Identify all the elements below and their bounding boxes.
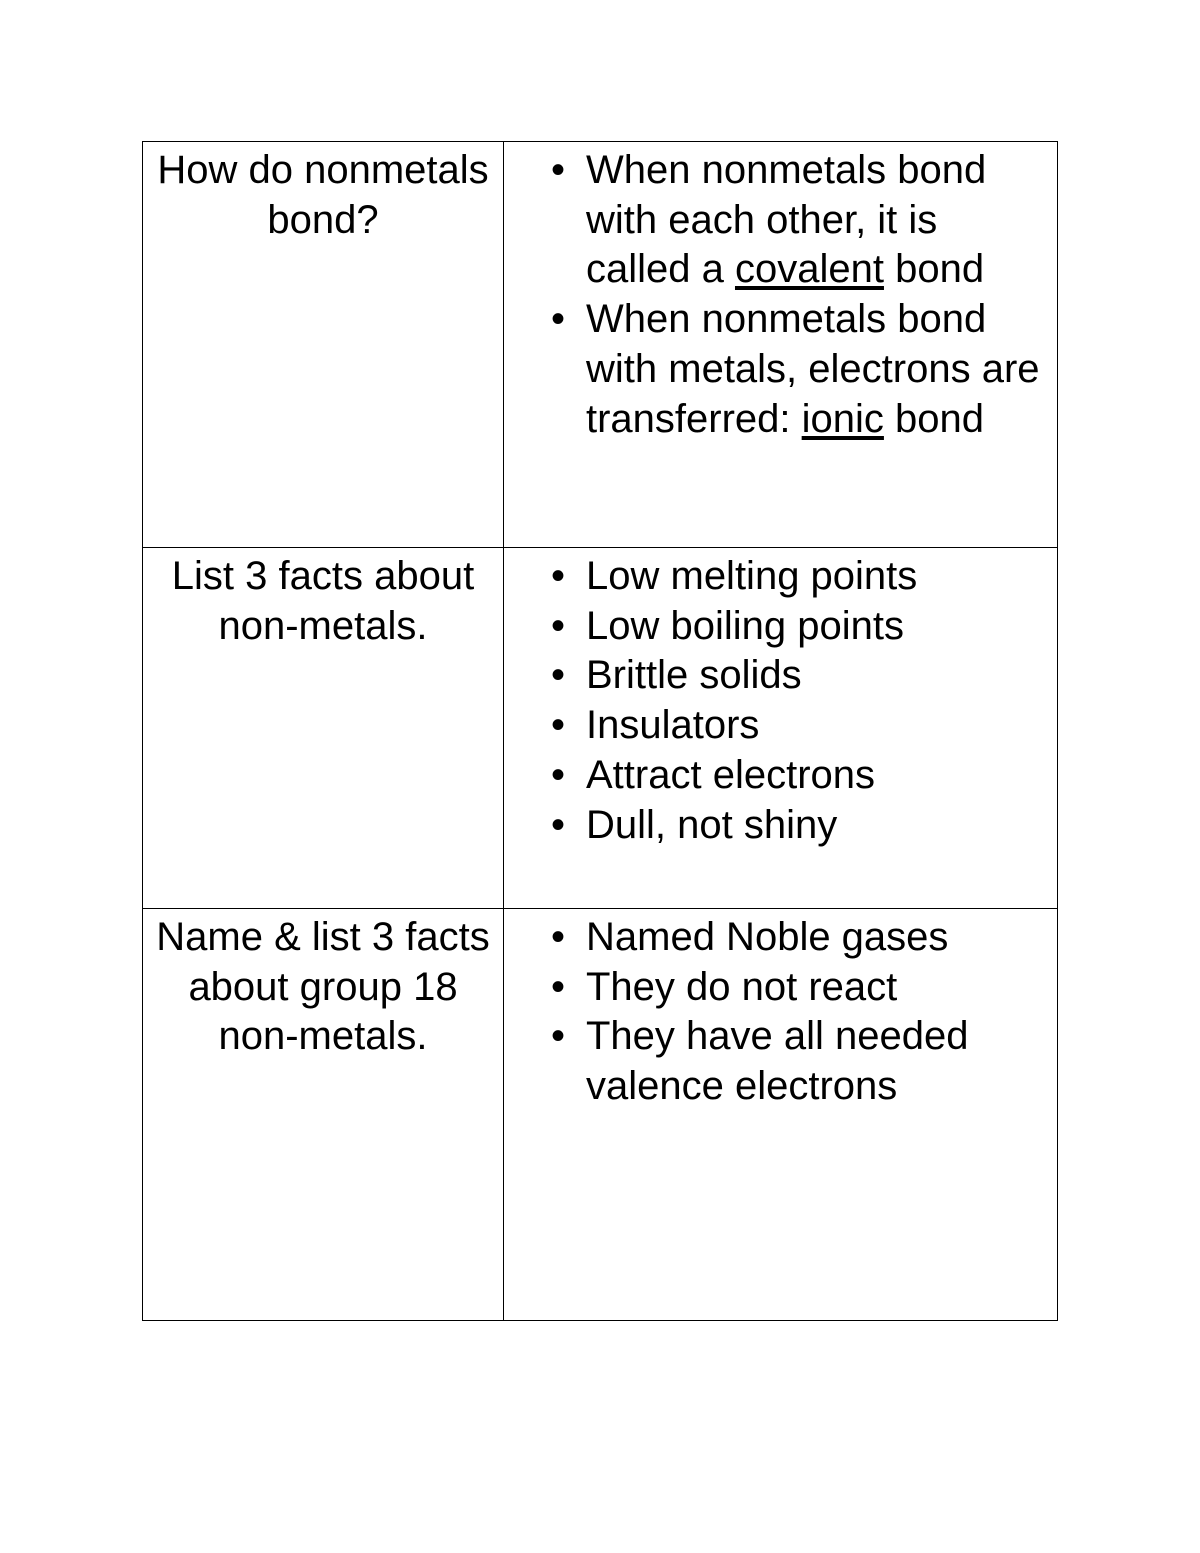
question-text: How do nonmetals bond? [157, 148, 489, 242]
answer-text-post: bond [883, 247, 985, 292]
question-text: List 3 facts about non-metals. [171, 554, 475, 648]
bullet-icon: • [551, 653, 566, 698]
fact-text: Brittle solids [586, 653, 802, 698]
list-item [504, 552, 1051, 602]
fact-text: Low melting points [586, 554, 918, 598]
fact-text: Attract electrons [586, 752, 876, 797]
bullet-icon: • [551, 148, 566, 192]
answer-list [504, 552, 1051, 850]
question-cell-bonding [143, 142, 504, 548]
list-item [504, 602, 1051, 652]
bullet-icon: • [551, 1014, 566, 1059]
list-item [504, 701, 1051, 751]
question-cell-facts [143, 548, 504, 909]
list-item [504, 801, 1051, 851]
list-item [504, 295, 1051, 444]
bullet-icon: • [551, 964, 566, 1009]
notes-table [142, 141, 1058, 1321]
bullet-icon: • [551, 915, 566, 959]
bullet-icon: • [551, 703, 566, 748]
bullet-icon: • [551, 297, 566, 342]
bullet-icon: • [551, 752, 566, 797]
list-item [504, 146, 1051, 295]
answer-cell-bonding [504, 142, 1057, 548]
key-term: ionic [801, 396, 884, 441]
answer-cell-group18 [504, 909, 1057, 1320]
fact-text: Dull, not shiny [586, 802, 838, 847]
question-text: Name & list 3 facts about group 18 non-metals. [156, 915, 490, 1059]
fact-text: They do not react [586, 964, 898, 1009]
answer-list [504, 146, 1051, 444]
answer-list [504, 913, 1051, 1112]
bullet-icon: • [551, 802, 566, 847]
list-item [504, 1012, 1051, 1111]
fact-text: They have all needed valence electrons [586, 1014, 969, 1109]
fact-text: Low boiling points [586, 603, 904, 648]
list-item [504, 751, 1051, 801]
list-item [504, 913, 1051, 963]
question-cell-group18 [143, 909, 504, 1320]
key-term: covalent [734, 247, 884, 292]
answer-text-pre: When nonmetals bond with metals, electrons are transferred: [586, 297, 1040, 441]
answer-cell-facts [504, 548, 1057, 909]
bullet-icon: • [551, 554, 566, 598]
answer-text-pre: When nonmetals bond with each other, it is called a [586, 148, 987, 292]
fact-text: Insulators [586, 703, 760, 748]
fact-text: Named Noble gases [586, 915, 949, 959]
list-item [504, 963, 1051, 1013]
bullet-icon: • [551, 603, 566, 648]
answer-text-post: bond [883, 396, 985, 441]
list-item [504, 651, 1051, 701]
